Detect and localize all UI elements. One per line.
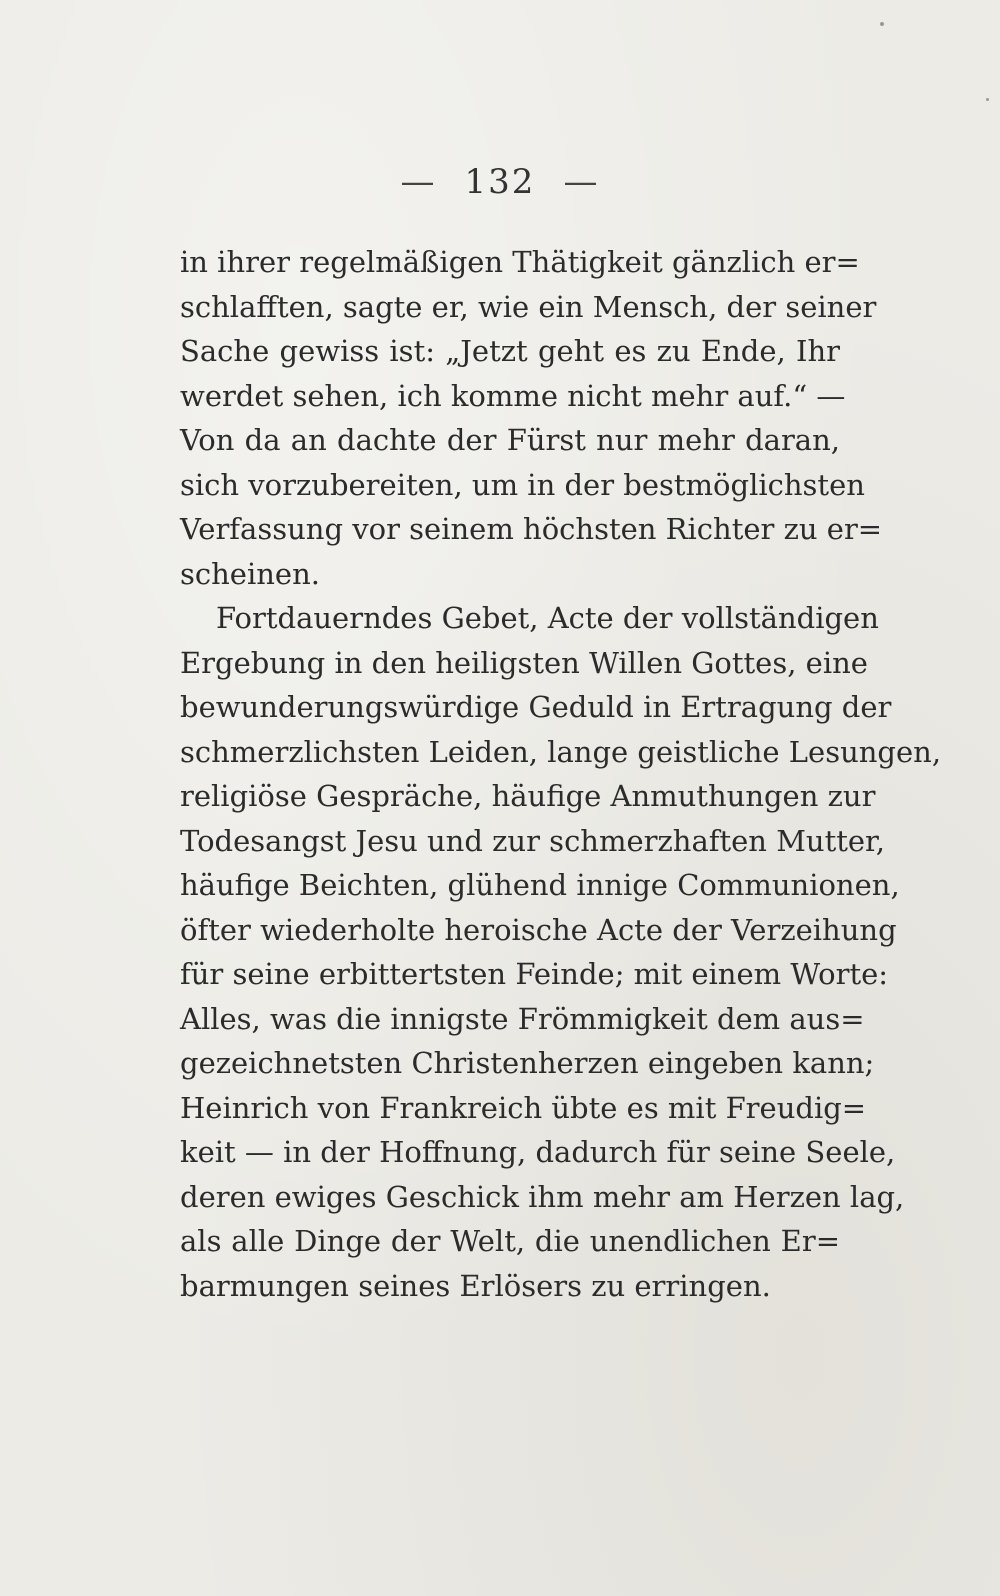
paragraph-start-line: Fortdauerndes Gebet, Acte der vollständigen	[216, 601, 879, 635]
text-line: häufige Beichten, glühend innige Communionen,	[180, 868, 900, 902]
body-text	[180, 240, 942, 1308]
paper-speck	[880, 22, 884, 26]
text-line: für seine erbittertsten Feinde; mit einem Worte:	[180, 957, 889, 991]
text-line: keit — in der Hoffnung, dadurch für seine Seele,	[180, 1135, 896, 1169]
paper-speck	[986, 98, 989, 101]
text-line: religiöse Gespräche, häufige Anmuthungen zur	[180, 779, 876, 813]
text-line: bewunderungswürdige Geduld in Ertragung der	[180, 690, 892, 724]
text-line: Heinrich von Frankreich übte es mit Freudig=	[180, 1090, 867, 1125]
text-line: werdet sehen, ich komme nicht mehr auf.“ —	[180, 378, 846, 413]
page-header	[0, 162, 1000, 202]
text-line: Ergebung in den heiligsten Willen Gottes, eine	[180, 645, 868, 680]
text-line: schmerzlichsten Leiden, lange geistliche Lesungen,	[180, 734, 942, 769]
text-line: sich vorzubereiten, um in der bestmöglichsten	[180, 467, 865, 502]
text-line: in ihrer regelmäßigen Thätigkeit gänzlich er=	[180, 245, 860, 279]
text-line: öfter wiederholte heroische Acte der Verzeihung	[180, 912, 897, 947]
text-line: Verfassung vor seinem höchsten Richter zu er=	[180, 512, 883, 546]
text-line: Alles, was die innigste Frömmigkeit dem aus=	[180, 1001, 865, 1036]
text-line: Sache gewiss ist: „Jetzt geht es zu Ende, Ihr	[180, 334, 840, 368]
text-line: Von da an dachte der Fürst nur mehr daran,	[180, 423, 840, 457]
text-line: deren ewiges Geschick ihm mehr am Herzen lag,	[180, 1179, 905, 1214]
page-number: 132	[464, 162, 536, 202]
text-line: scheinen.	[180, 556, 320, 591]
text-line: Todesangst Jesu und zur schmerzhaften Mutter,	[180, 823, 885, 858]
header-dash-left: —	[400, 162, 437, 202]
text-line: schlafften, sagte er, wie ein Mensch, der seiner	[180, 289, 877, 324]
header-dash-right: —	[563, 162, 600, 202]
text-line: barmungen seines Erlösers zu erringen.	[180, 1268, 771, 1303]
text-line: gezeichnetsten Christenherzen eingeben kann;	[180, 1046, 875, 1080]
text-line: als alle Dinge der Welt, die unendlichen Er=	[180, 1224, 840, 1258]
